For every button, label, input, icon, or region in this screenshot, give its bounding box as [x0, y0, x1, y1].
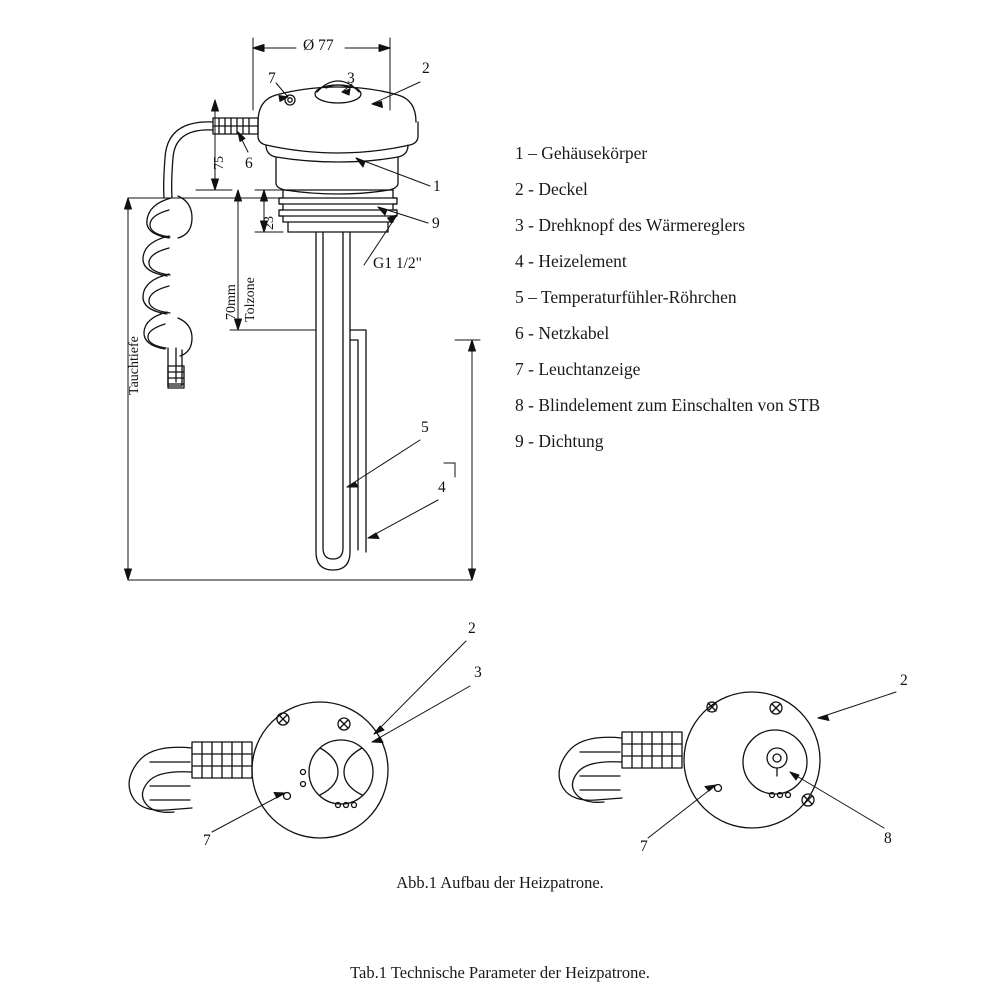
- legend-item-3: 3 - Drehknopf des Wärmereglers: [515, 215, 746, 235]
- table-caption: Tab.1 Technische Parameter der Heizpatrone.: [350, 963, 650, 982]
- callout-6-top: 6: [245, 155, 253, 172]
- callout-2-bottom-left: 2: [468, 620, 476, 637]
- dim-75-label: 75: [212, 156, 227, 170]
- legend-item-2: 2 - Deckel: [515, 179, 588, 199]
- legend-list: [515, 145, 945, 469]
- figure-caption: Abb.1 Aufbau der Heizpatrone.: [396, 873, 604, 892]
- heating-element-4: [316, 232, 350, 570]
- callout-4-top: 4: [438, 479, 446, 496]
- callout-7-bottom-right: 7: [640, 838, 648, 855]
- sensor-tube-5: [350, 330, 366, 552]
- dim-diameter-label: Ø 77: [303, 37, 334, 54]
- callout-2-top: 2: [422, 60, 430, 77]
- callout-2-bottom-right: 2: [900, 672, 908, 689]
- dim-element-length: [444, 340, 480, 580]
- callout-3-top: 3: [347, 70, 355, 87]
- callout-7-bottom-left: 7: [203, 832, 211, 849]
- callout-8-bottom-right: 8: [884, 830, 892, 847]
- legend-item-6: 6 - Netzkabel: [515, 323, 610, 343]
- legend-item-8: 8 - Blindelement zum Einschalten von STB: [515, 395, 821, 415]
- dim-23-label: 23: [262, 216, 277, 230]
- legend-item-1: 1 – Gehäusekörper: [515, 143, 648, 163]
- legend-item-5: 5 – Temperaturfühler-Röhrchen: [515, 287, 737, 307]
- legend-item-9: 9 - Dichtung: [515, 431, 604, 451]
- callout-7-top: 7: [268, 70, 276, 87]
- dim-70mm-label: 70mm: [224, 284, 239, 320]
- dim-thread-label: G1 1/2": [373, 255, 422, 272]
- callout-5-top: 5: [421, 419, 429, 436]
- dim-75: [196, 100, 232, 190]
- bottom-right-view: [559, 692, 820, 828]
- legend-item-7: 7 - Leuchtanzeige: [515, 359, 641, 379]
- leaders-top: [238, 82, 438, 539]
- power-cable-6: [143, 122, 213, 386]
- leaders-bottom-left: [212, 641, 470, 832]
- dim-tolzone-label: Tolzone: [243, 277, 258, 322]
- dim-tauchtiefe-label: Tauchtiefe: [127, 336, 142, 395]
- leaders-bottom-right: [648, 692, 896, 838]
- legend-item-4: 4 - Heizelement: [515, 251, 627, 271]
- callout-1-top: 1: [433, 178, 441, 195]
- thread-body-9: [279, 190, 397, 232]
- bottom-left-view: [129, 702, 388, 838]
- callout-3-bottom-left: 3: [474, 664, 482, 681]
- callout-9-top: 9: [432, 215, 440, 232]
